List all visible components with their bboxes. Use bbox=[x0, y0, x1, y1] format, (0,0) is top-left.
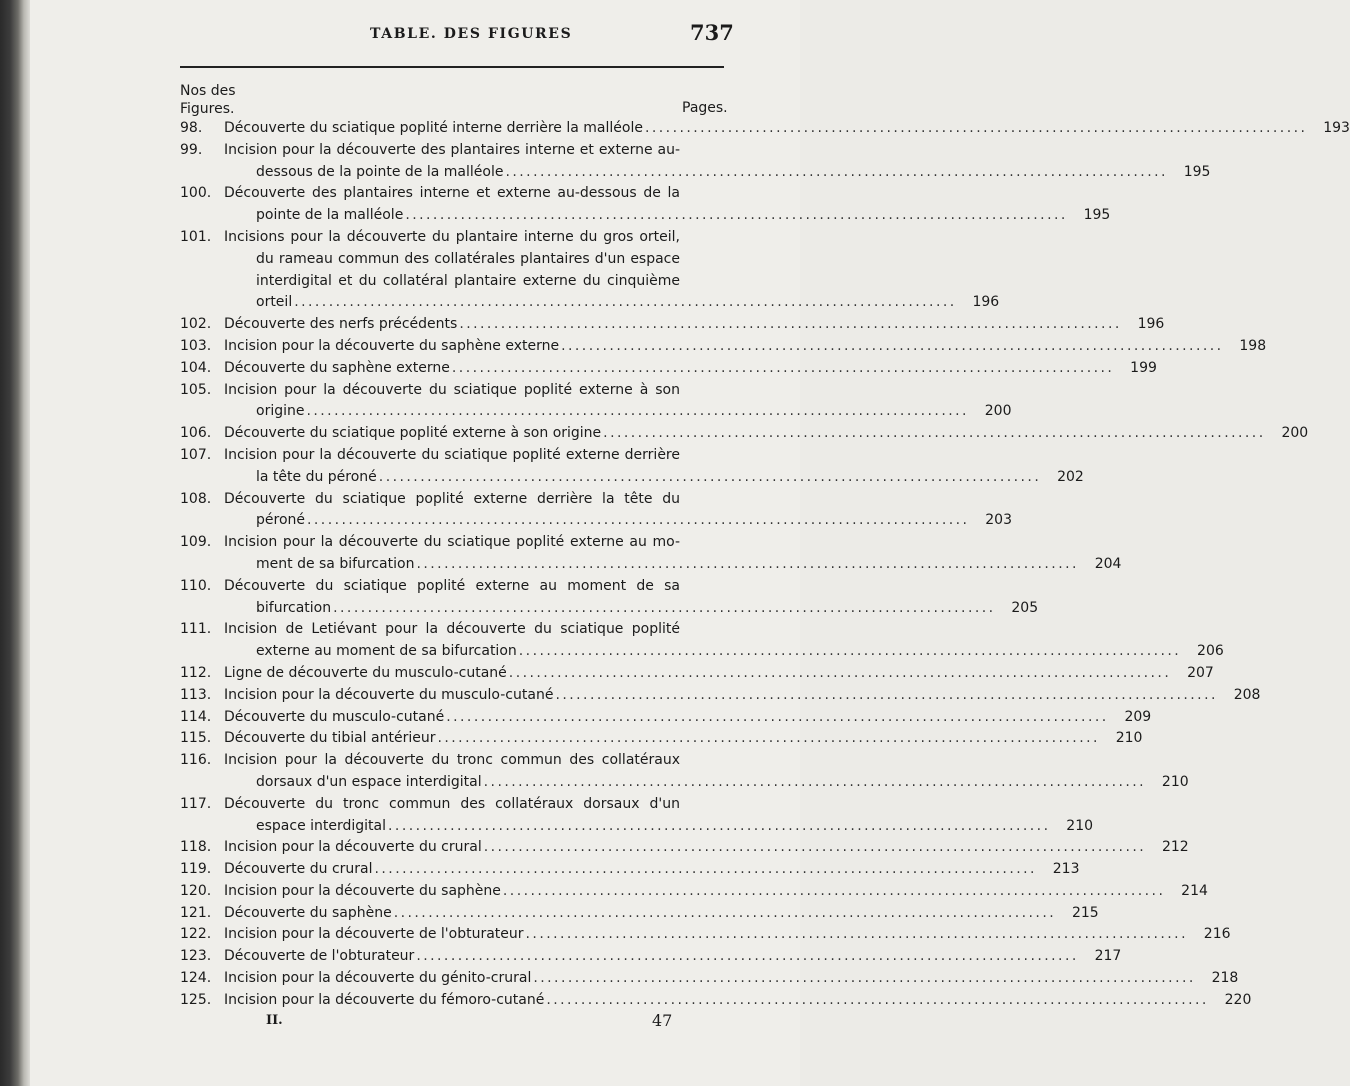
dot-leader bbox=[306, 401, 965, 423]
figure-number: 112. bbox=[180, 664, 212, 681]
figure-number: 99. bbox=[180, 141, 203, 158]
page-reference: 210 bbox=[1066, 817, 1094, 834]
page-reference: 204 bbox=[1094, 555, 1122, 572]
figure-entry-line bbox=[180, 227, 740, 249]
figure-number: 100. bbox=[180, 185, 212, 202]
dot-leader bbox=[484, 772, 1143, 794]
page-reference: 213 bbox=[1052, 861, 1080, 878]
dot-leader bbox=[519, 641, 1178, 663]
figure-title: ment de sa bifurcation bbox=[256, 555, 415, 572]
dot-leader bbox=[645, 118, 1304, 140]
column-heading-pages: Pages. bbox=[682, 100, 728, 116]
figure-entry-line bbox=[180, 924, 1231, 946]
dot-leader bbox=[505, 162, 1164, 184]
figure-entry-line bbox=[180, 728, 1143, 750]
figure-entry-line bbox=[180, 707, 1152, 729]
figure-title: Découverte du sciatique poplité externe à son origine bbox=[224, 425, 602, 442]
figure-title: Découverte du tronc commun des collatéraux dorsaux d'un bbox=[224, 795, 680, 812]
figure-entry-line bbox=[180, 292, 1000, 314]
figure-number: 98. bbox=[180, 120, 203, 136]
book-spine-shadow bbox=[0, 0, 30, 1086]
figure-entry-line bbox=[180, 816, 1094, 838]
page-reference: 210 bbox=[1115, 730, 1143, 747]
figure-entry-line bbox=[180, 205, 1111, 227]
figure-title: Découverte des plantaires interne et externe au-dessous de la bbox=[224, 185, 680, 202]
dot-leader bbox=[416, 554, 1075, 576]
sheet-number: 47 bbox=[652, 1011, 673, 1030]
page-reference: 214 bbox=[1181, 882, 1208, 899]
figure-title: péroné bbox=[256, 512, 305, 529]
figure-title: Incision pour la découverte du sciatique poplité externe derrière bbox=[224, 446, 680, 463]
figure-number: 111. bbox=[180, 621, 212, 638]
figure-entry-line bbox=[180, 619, 740, 641]
figure-entry-line bbox=[180, 598, 1039, 620]
dot-leader bbox=[294, 292, 953, 314]
figure-number: 113. bbox=[180, 686, 212, 703]
figure-number: 117. bbox=[180, 795, 212, 812]
figure-entry-line bbox=[180, 946, 1122, 968]
figure-title: pointe de la malléole bbox=[256, 207, 404, 224]
figure-entry-line bbox=[180, 249, 740, 271]
figure-title: Découverte du sciatique poplité externe derrière la tête du bbox=[224, 490, 680, 507]
figure-number: 125. bbox=[180, 991, 212, 1008]
dot-leader bbox=[405, 205, 1064, 227]
figure-title: bifurcation bbox=[256, 599, 332, 616]
dot-leader bbox=[446, 707, 1105, 729]
figure-title: Découverte du crural bbox=[224, 861, 373, 878]
figure-entry-line bbox=[180, 423, 1309, 445]
figure-title: Incision pour la découverte du saphène bbox=[224, 882, 501, 899]
figure-number: 119. bbox=[180, 861, 212, 878]
page-number: 737 bbox=[690, 20, 734, 45]
figure-title: la tête du péroné bbox=[256, 468, 377, 485]
page-reference: 205 bbox=[1011, 599, 1039, 616]
figure-number: 110. bbox=[180, 577, 212, 594]
figure-entry-line bbox=[180, 445, 740, 467]
page-reference: 220 bbox=[1224, 991, 1252, 1008]
figure-title: dessous de la pointe de la malléole bbox=[256, 163, 504, 180]
page-reference: 206 bbox=[1197, 643, 1224, 660]
figure-title: Incision pour la découverte du fémoro-cutané bbox=[224, 991, 545, 1008]
dot-leader bbox=[555, 685, 1214, 707]
column-heading-figures bbox=[180, 82, 236, 118]
figure-entry-line bbox=[180, 401, 1012, 423]
figure-entry-line bbox=[180, 140, 740, 162]
figure-title: Incision pour la découverte du tronc commun des collatéraux bbox=[224, 752, 680, 769]
page-reference: 200 bbox=[1281, 425, 1309, 442]
page-reference: 203 bbox=[985, 512, 1012, 529]
figure-title: Incision pour la découverte du sciatique poplité externe à son bbox=[224, 381, 680, 398]
page-reference: 200 bbox=[984, 403, 1012, 420]
dot-leader bbox=[533, 968, 1192, 990]
figure-entry-line bbox=[180, 314, 1165, 336]
figure-title: Découverte des nerfs précédents bbox=[224, 316, 458, 333]
figure-number: 104. bbox=[180, 359, 212, 376]
figure-number: 106. bbox=[180, 425, 212, 442]
figure-title: Découverte du tibial antérieur bbox=[224, 730, 436, 747]
figure-entry-line bbox=[180, 162, 1211, 184]
figure-entry-line bbox=[180, 358, 1157, 380]
dot-leader bbox=[437, 728, 1096, 750]
figure-title: Découverte du musculo-cutané bbox=[224, 708, 445, 725]
figure-entry-line bbox=[180, 641, 1224, 663]
column-heading-line: Figures. bbox=[180, 101, 235, 117]
figure-entry-line bbox=[180, 859, 1080, 881]
page-reference: 195 bbox=[1083, 207, 1111, 224]
figure-title: Incision pour la découverte du sciatique poplité externe au mo- bbox=[224, 534, 680, 551]
figure-entry-line bbox=[180, 467, 1084, 489]
figure-title: Incision pour la découverte du crural bbox=[224, 839, 482, 856]
figure-title: Découverte du sciatique poplité externe au moment de sa bbox=[224, 577, 680, 594]
figure-entry-line bbox=[180, 663, 1214, 685]
figure-number: 116. bbox=[180, 752, 212, 769]
page-reference: 210 bbox=[1161, 773, 1189, 790]
page-reference: 199 bbox=[1130, 359, 1157, 376]
figure-title: interdigital et du collatéral plantaire externe du cinquième bbox=[256, 272, 680, 289]
figure-title: Découverte du saphène bbox=[224, 904, 392, 921]
running-title: TABLE. DES FIGURES bbox=[370, 26, 573, 42]
figure-title: Incision pour la découverte du génito-crural bbox=[224, 970, 532, 987]
page-reference: 196 bbox=[972, 294, 1000, 311]
header-rule bbox=[180, 66, 724, 68]
figure-entry-line bbox=[180, 183, 740, 205]
figure-entry-line bbox=[180, 118, 1350, 140]
figure-number: 102. bbox=[180, 316, 212, 333]
figure-title: Incision pour la découverte du saphène externe bbox=[224, 337, 560, 354]
figure-title: dorsaux d'un espace interdigital bbox=[256, 773, 482, 790]
figure-title: Découverte du sciatique poplité interne derrière la malléole bbox=[224, 120, 643, 136]
figure-entry-line bbox=[180, 532, 740, 554]
figure-entry-line bbox=[180, 794, 740, 816]
figure-entry-line bbox=[180, 750, 740, 772]
page-reference: 196 bbox=[1137, 316, 1165, 333]
figure-entry-line bbox=[180, 837, 1189, 859]
dot-leader bbox=[546, 990, 1205, 1012]
dot-leader bbox=[388, 816, 1047, 838]
signature-mark: II. bbox=[266, 1013, 283, 1028]
figure-entry-line bbox=[180, 990, 1252, 1012]
figure-number: 101. bbox=[180, 228, 212, 245]
page-reference: 216 bbox=[1203, 926, 1231, 943]
figure-number: 123. bbox=[180, 948, 212, 965]
dot-leader bbox=[307, 510, 966, 532]
page-reference: 215 bbox=[1071, 904, 1099, 921]
figure-title: Découverte de l'obturateur bbox=[224, 948, 415, 965]
figure-number: 103. bbox=[180, 337, 212, 354]
dot-leader bbox=[379, 467, 1038, 489]
figure-number: 121. bbox=[180, 904, 212, 921]
figure-title: espace interdigital bbox=[256, 817, 387, 834]
figure-number: 114. bbox=[180, 708, 212, 725]
dot-leader bbox=[503, 881, 1162, 903]
figure-title: Ligne de découverte du musculo-cutané bbox=[224, 664, 507, 681]
figure-title: origine bbox=[256, 403, 305, 420]
page-reference: 218 bbox=[1211, 970, 1239, 987]
figure-entry-line bbox=[180, 554, 1122, 576]
page-reference: 212 bbox=[1161, 839, 1189, 856]
dot-leader bbox=[375, 859, 1034, 881]
page-reference: 208 bbox=[1233, 686, 1261, 703]
figure-title: Incisions pour la découverte du plantaire interne du gros orteil, bbox=[224, 228, 680, 245]
figure-entry-line bbox=[180, 336, 1267, 358]
figure-entry-line bbox=[180, 903, 1099, 925]
column-heading-line: Nos des bbox=[180, 83, 236, 99]
figure-entry-line bbox=[180, 576, 740, 598]
figure-title: Découverte du saphène externe bbox=[224, 359, 450, 376]
dot-leader bbox=[416, 946, 1075, 968]
page-reference: 198 bbox=[1239, 337, 1267, 354]
figure-entry-line bbox=[180, 685, 1261, 707]
page-reference: 217 bbox=[1094, 948, 1122, 965]
figure-number: 108. bbox=[180, 490, 212, 507]
figure-title: Incision de Letiévant pour la découverte du sciatique poplité bbox=[224, 621, 680, 638]
figure-entry-line bbox=[180, 881, 1208, 903]
dot-leader bbox=[333, 598, 992, 620]
figure-title: Incision pour la découverte du musculo-cutané bbox=[224, 686, 554, 703]
figure-number: 118. bbox=[180, 839, 212, 856]
figure-title: orteil bbox=[256, 294, 293, 311]
figure-title: Incision pour la découverte des plantaires interne et externe au- bbox=[224, 141, 680, 158]
figure-entry-line bbox=[180, 772, 1189, 794]
figure-entry-line bbox=[180, 380, 740, 402]
dot-leader bbox=[484, 837, 1143, 859]
figure-title: externe au moment de sa bifurcation bbox=[256, 643, 517, 660]
dot-leader bbox=[509, 663, 1168, 685]
figure-number: 120. bbox=[180, 882, 212, 899]
figure-number: 122. bbox=[180, 926, 212, 943]
figure-number: 124. bbox=[180, 970, 212, 987]
figure-entry-line bbox=[180, 489, 740, 511]
dot-leader bbox=[452, 358, 1111, 380]
figure-number: 115. bbox=[180, 730, 212, 747]
page-reference: 202 bbox=[1057, 468, 1084, 485]
page-reference: 193 bbox=[1323, 120, 1350, 136]
dot-leader bbox=[394, 903, 1053, 925]
figure-entry-line bbox=[180, 968, 1239, 990]
dot-leader bbox=[526, 924, 1185, 946]
figure-entry-line bbox=[180, 510, 1012, 532]
dot-leader bbox=[459, 314, 1118, 336]
page-reference: 207 bbox=[1187, 664, 1214, 681]
figure-table bbox=[180, 118, 1350, 1012]
figure-number: 109. bbox=[180, 534, 212, 551]
figure-title: Incision pour la découverte de l'obturateur bbox=[224, 926, 524, 943]
figure-number: 107. bbox=[180, 446, 212, 463]
figure-entry-line bbox=[180, 271, 740, 293]
dot-leader bbox=[603, 423, 1262, 445]
figure-number: 105. bbox=[180, 381, 212, 398]
dot-leader bbox=[561, 336, 1220, 358]
page-reference: 195 bbox=[1183, 163, 1211, 180]
page-reference: 209 bbox=[1124, 708, 1152, 725]
figure-title: du rameau commun des collatérales plantaires d'un espace bbox=[256, 250, 680, 267]
